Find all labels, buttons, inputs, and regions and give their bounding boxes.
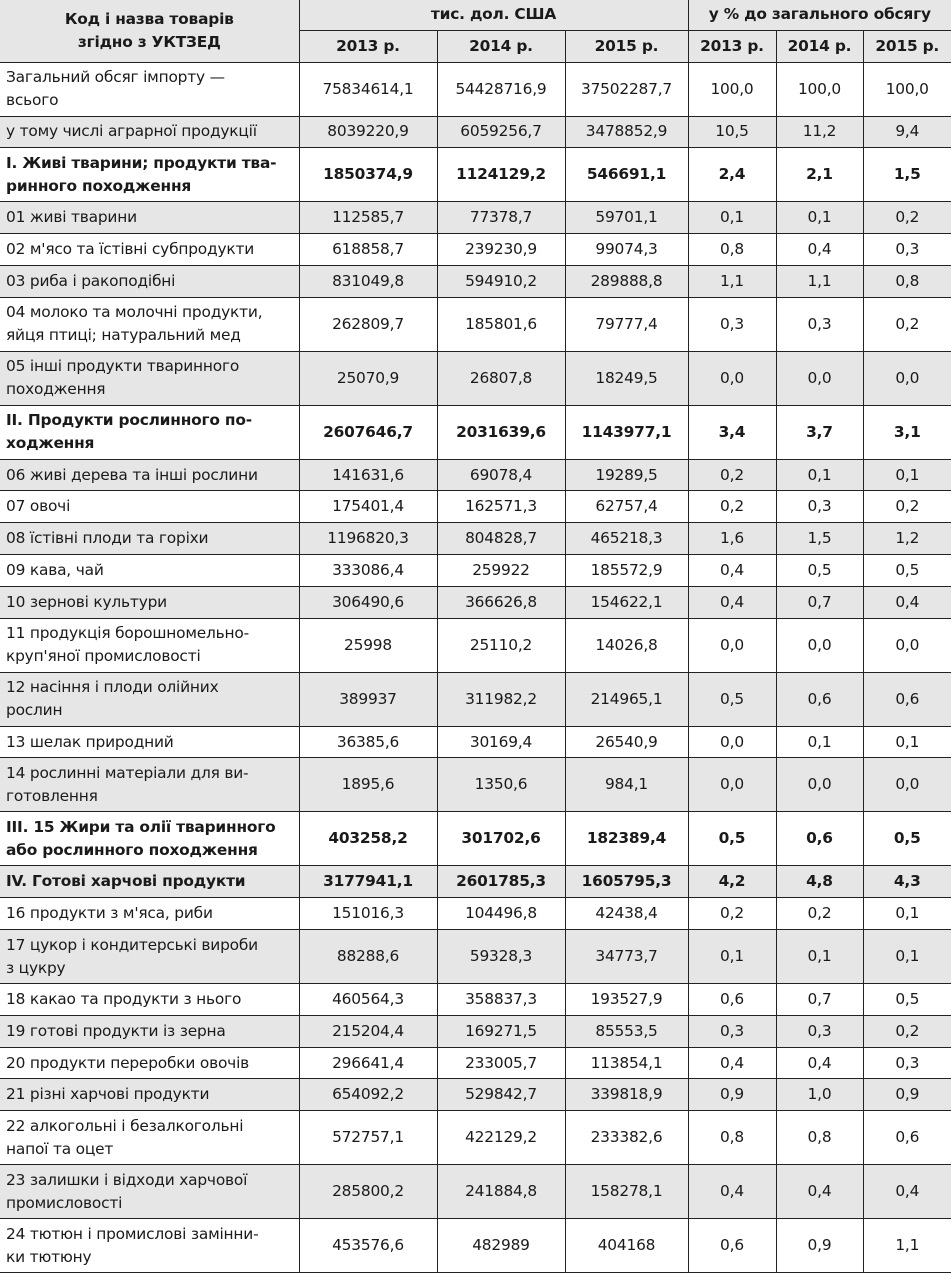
row-label-line: ринного походження bbox=[6, 176, 192, 195]
percent-cell: 0,5 bbox=[863, 812, 951, 866]
value-cell: 1895,6 bbox=[299, 758, 437, 812]
value-cell: 403258,2 bbox=[299, 812, 437, 866]
row-label bbox=[0, 202, 299, 234]
row-label bbox=[0, 1047, 299, 1079]
table-row bbox=[0, 148, 951, 202]
row-label-line: 07 овочі bbox=[6, 497, 71, 516]
row-label-line: 09 кава, чай bbox=[6, 560, 104, 579]
percent-cell: 1,5 bbox=[863, 148, 951, 202]
value-cell: 25998 bbox=[299, 618, 437, 672]
value-cell: 75834614,1 bbox=[299, 62, 437, 116]
value-cell: 30169,4 bbox=[437, 726, 565, 758]
percent-cell: 0,0 bbox=[776, 618, 863, 672]
value-cell: 2607646,7 bbox=[299, 405, 437, 459]
row-label-line: 24 тютюн і промислові замінни- bbox=[6, 1224, 259, 1243]
percent-cell: 0,8 bbox=[776, 1111, 863, 1165]
header-year-value: 2013 р. bbox=[299, 30, 437, 62]
value-cell: 358837,3 bbox=[437, 984, 565, 1016]
table-row bbox=[0, 866, 951, 898]
row-label-line: 21 різні харчові продукти bbox=[6, 1085, 210, 1104]
percent-cell: 0,9 bbox=[688, 1079, 776, 1111]
row-label bbox=[0, 1111, 299, 1165]
value-cell: 259922 bbox=[437, 555, 565, 587]
header-year-value: 2015 р. bbox=[565, 30, 688, 62]
row-label-line: 17 цукор і кондитерські вироби bbox=[6, 935, 258, 954]
value-cell: 804828,7 bbox=[437, 523, 565, 555]
value-cell: 1850374,9 bbox=[299, 148, 437, 202]
percent-cell: 0,4 bbox=[863, 586, 951, 618]
table-row bbox=[0, 1219, 951, 1273]
table-row bbox=[0, 984, 951, 1016]
row-label-line: 12 насіння і плоди олійних bbox=[6, 678, 219, 697]
percent-cell: 0,0 bbox=[863, 618, 951, 672]
row-label-line: 03 риба і ракоподібні bbox=[6, 271, 176, 290]
table-row bbox=[0, 351, 951, 405]
value-cell: 26807,8 bbox=[437, 351, 565, 405]
value-cell: 185572,9 bbox=[565, 555, 688, 587]
percent-cell: 0,4 bbox=[688, 1047, 776, 1079]
table-row bbox=[0, 758, 951, 812]
percent-cell: 0,0 bbox=[863, 351, 951, 405]
percent-cell: 0,3 bbox=[688, 297, 776, 351]
value-cell: 6059256,7 bbox=[437, 116, 565, 148]
value-cell: 831049,8 bbox=[299, 265, 437, 297]
row-label bbox=[0, 116, 299, 148]
percent-cell: 100,0 bbox=[688, 62, 776, 116]
row-label-line: у тому числі аграрної продукції bbox=[6, 122, 257, 141]
row-label-line: 08 їстівні плоди та горіхи bbox=[6, 529, 209, 548]
value-cell: 113854,1 bbox=[565, 1047, 688, 1079]
percent-cell: 1,6 bbox=[688, 523, 776, 555]
value-cell: 594910,2 bbox=[437, 265, 565, 297]
row-label-line: 19 готові продукти із зерна bbox=[6, 1021, 226, 1040]
row-label-line: напої та оцет bbox=[6, 1139, 114, 1158]
value-cell: 112585,7 bbox=[299, 202, 437, 234]
value-cell: 8039220,9 bbox=[299, 116, 437, 148]
percent-cell: 0,6 bbox=[688, 1219, 776, 1273]
value-cell: 1196820,3 bbox=[299, 523, 437, 555]
percent-cell: 3,1 bbox=[863, 405, 951, 459]
value-cell: 2031639,6 bbox=[437, 405, 565, 459]
value-cell: 241884,8 bbox=[437, 1165, 565, 1219]
table-row bbox=[0, 459, 951, 491]
percent-cell: 0,4 bbox=[776, 1165, 863, 1219]
percent-cell: 0,4 bbox=[688, 555, 776, 587]
row-label-line: 10 зернові культури bbox=[6, 592, 167, 611]
row-label-line: 22 алкогольні і безалкогольні bbox=[6, 1116, 244, 1135]
header-code-name-line: Код і назва товарів bbox=[64, 9, 234, 28]
percent-cell: 0,1 bbox=[776, 202, 863, 234]
row-label bbox=[0, 459, 299, 491]
percent-cell: 1,1 bbox=[776, 265, 863, 297]
value-cell: 25070,9 bbox=[299, 351, 437, 405]
value-cell: 654092,2 bbox=[299, 1079, 437, 1111]
header-code-name bbox=[0, 0, 299, 62]
row-label bbox=[0, 898, 299, 930]
percent-cell: 1,1 bbox=[863, 1219, 951, 1273]
value-cell: 572757,1 bbox=[299, 1111, 437, 1165]
value-cell: 215204,4 bbox=[299, 1015, 437, 1047]
percent-cell: 0,0 bbox=[776, 758, 863, 812]
row-label-line: або рослинного походження bbox=[6, 840, 258, 859]
value-cell: 389937 bbox=[299, 672, 437, 726]
percent-cell: 0,3 bbox=[776, 297, 863, 351]
value-cell: 37502287,7 bbox=[565, 62, 688, 116]
percent-cell: 0,8 bbox=[688, 234, 776, 266]
value-cell: 1350,6 bbox=[437, 758, 565, 812]
value-cell: 333086,4 bbox=[299, 555, 437, 587]
percent-cell: 100,0 bbox=[776, 62, 863, 116]
table-row bbox=[0, 523, 951, 555]
percent-cell: 0,3 bbox=[776, 491, 863, 523]
percent-cell: 0,6 bbox=[863, 1111, 951, 1165]
row-label-line: Загальний обсяг імпорту — bbox=[6, 68, 225, 86]
percent-cell: 9,4 bbox=[863, 116, 951, 148]
value-cell: 59701,1 bbox=[565, 202, 688, 234]
value-cell: 306490,6 bbox=[299, 586, 437, 618]
value-cell: 239230,9 bbox=[437, 234, 565, 266]
value-cell: 34773,7 bbox=[565, 930, 688, 984]
percent-cell: 0,7 bbox=[776, 586, 863, 618]
row-label-line: ки тютюну bbox=[6, 1247, 92, 1266]
table-row bbox=[0, 116, 951, 148]
table-row bbox=[0, 586, 951, 618]
row-label-line: II. Продукти рослинного по- bbox=[6, 411, 252, 430]
table-header bbox=[0, 0, 951, 62]
row-label bbox=[0, 405, 299, 459]
value-cell: 289888,8 bbox=[565, 265, 688, 297]
percent-cell: 0,0 bbox=[776, 351, 863, 405]
row-label-line: 16 продукти з м'яса, риби bbox=[6, 904, 213, 923]
value-cell: 529842,7 bbox=[437, 1079, 565, 1111]
row-label-line: промисловості bbox=[6, 1193, 123, 1212]
row-label-line: 11 продукція борошномельно- bbox=[6, 624, 249, 643]
row-label bbox=[0, 1079, 299, 1111]
value-cell: 54428716,9 bbox=[437, 62, 565, 116]
percent-cell: 0,3 bbox=[863, 1047, 951, 1079]
percent-cell: 3,7 bbox=[776, 405, 863, 459]
value-cell: 546691,1 bbox=[565, 148, 688, 202]
row-label bbox=[0, 62, 299, 116]
value-cell: 36385,6 bbox=[299, 726, 437, 758]
percent-cell: 0,6 bbox=[776, 812, 863, 866]
percent-cell: 0,8 bbox=[688, 1111, 776, 1165]
table-row bbox=[0, 1165, 951, 1219]
row-label-line: круп'яної промисловості bbox=[6, 647, 201, 666]
row-label bbox=[0, 1219, 299, 1273]
percent-cell: 100,0 bbox=[863, 62, 951, 116]
percent-cell: 0,5 bbox=[863, 555, 951, 587]
row-label-line: всього bbox=[6, 91, 59, 109]
percent-cell: 0,2 bbox=[688, 898, 776, 930]
value-cell: 460564,3 bbox=[299, 984, 437, 1016]
value-cell: 162571,3 bbox=[437, 491, 565, 523]
value-cell: 69078,4 bbox=[437, 459, 565, 491]
value-cell: 175401,4 bbox=[299, 491, 437, 523]
value-cell: 3478852,9 bbox=[565, 116, 688, 148]
row-label bbox=[0, 523, 299, 555]
percent-cell: 0,4 bbox=[776, 1047, 863, 1079]
row-label-line: 23 залишки і відходи харчової bbox=[6, 1170, 248, 1189]
row-label-line: III. 15 Жири та олії тваринного bbox=[6, 817, 276, 836]
row-label bbox=[0, 586, 299, 618]
percent-cell: 3,4 bbox=[688, 405, 776, 459]
percent-cell: 2,1 bbox=[776, 148, 863, 202]
value-cell: 339818,9 bbox=[565, 1079, 688, 1111]
row-label-line: з цукру bbox=[6, 958, 66, 977]
value-cell: 85553,5 bbox=[565, 1015, 688, 1047]
value-cell: 59328,3 bbox=[437, 930, 565, 984]
value-cell: 214965,1 bbox=[565, 672, 688, 726]
value-cell: 453576,6 bbox=[299, 1219, 437, 1273]
value-cell: 482989 bbox=[437, 1219, 565, 1273]
value-cell: 301702,6 bbox=[437, 812, 565, 866]
percent-cell: 0,4 bbox=[688, 1165, 776, 1219]
table-body bbox=[0, 62, 951, 1273]
percent-cell: 11,2 bbox=[776, 116, 863, 148]
value-cell: 151016,3 bbox=[299, 898, 437, 930]
header-group-values: тис. дол. США bbox=[299, 0, 688, 30]
header-year-percent: 2013 р. bbox=[688, 30, 776, 62]
percent-cell: 0,0 bbox=[688, 618, 776, 672]
value-cell: 88288,6 bbox=[299, 930, 437, 984]
value-cell: 422129,2 bbox=[437, 1111, 565, 1165]
value-cell: 62757,4 bbox=[565, 491, 688, 523]
percent-cell: 0,1 bbox=[776, 459, 863, 491]
value-cell: 193527,9 bbox=[565, 984, 688, 1016]
percent-cell: 0,2 bbox=[863, 202, 951, 234]
percent-cell: 0,8 bbox=[863, 265, 951, 297]
percent-cell: 0,4 bbox=[863, 1165, 951, 1219]
table-row bbox=[0, 555, 951, 587]
table-row bbox=[0, 618, 951, 672]
row-label bbox=[0, 491, 299, 523]
percent-cell: 0,1 bbox=[688, 202, 776, 234]
row-label bbox=[0, 758, 299, 812]
percent-cell: 10,5 bbox=[688, 116, 776, 148]
value-cell: 233005,7 bbox=[437, 1047, 565, 1079]
row-label-line: 01 живі тварини bbox=[6, 208, 137, 227]
value-cell: 14026,8 bbox=[565, 618, 688, 672]
table-row bbox=[0, 491, 951, 523]
row-label bbox=[0, 234, 299, 266]
percent-cell: 0,1 bbox=[776, 930, 863, 984]
row-label-line: рослин bbox=[6, 701, 63, 720]
table-row bbox=[0, 62, 951, 116]
percent-cell: 0,1 bbox=[863, 898, 951, 930]
percent-cell: 0,6 bbox=[863, 672, 951, 726]
row-label-line: ходження bbox=[6, 434, 95, 453]
percent-cell: 0,1 bbox=[863, 726, 951, 758]
row-label-line: 14 рослинні матеріали для ви- bbox=[6, 763, 249, 782]
table-row bbox=[0, 1079, 951, 1111]
row-label bbox=[0, 148, 299, 202]
value-cell: 1605795,3 bbox=[565, 866, 688, 898]
value-cell: 158278,1 bbox=[565, 1165, 688, 1219]
row-label-line: IV. Готові харчові продукти bbox=[6, 872, 246, 891]
value-cell: 42438,4 bbox=[565, 898, 688, 930]
value-cell: 262809,7 bbox=[299, 297, 437, 351]
row-label bbox=[0, 812, 299, 866]
table-row bbox=[0, 672, 951, 726]
row-label-line: 02 м'ясо та їстівні субпродукти bbox=[6, 239, 255, 258]
table-row bbox=[0, 202, 951, 234]
row-label-line: яйця птиці; натуральний мед bbox=[6, 326, 241, 345]
value-cell: 1124129,2 bbox=[437, 148, 565, 202]
row-label-line: 13 шелак природний bbox=[6, 732, 174, 751]
row-label bbox=[0, 1165, 299, 1219]
percent-cell: 0,2 bbox=[863, 1015, 951, 1047]
row-label bbox=[0, 726, 299, 758]
row-label-line: 05 інші продукти тваринного bbox=[6, 357, 240, 376]
header-group-percent: у % до загального обсягу bbox=[688, 0, 951, 30]
percent-cell: 0,1 bbox=[776, 726, 863, 758]
header-year-percent: 2014 р. bbox=[776, 30, 863, 62]
value-cell: 311982,2 bbox=[437, 672, 565, 726]
value-cell: 141631,6 bbox=[299, 459, 437, 491]
header-code-name-line: згідно з УКТЗЕД bbox=[77, 32, 221, 51]
table-row bbox=[0, 726, 951, 758]
table-row bbox=[0, 1047, 951, 1079]
value-cell: 99074,3 bbox=[565, 234, 688, 266]
percent-cell: 0,0 bbox=[688, 726, 776, 758]
value-cell: 285800,2 bbox=[299, 1165, 437, 1219]
percent-cell: 4,3 bbox=[863, 866, 951, 898]
table-row bbox=[0, 1111, 951, 1165]
percent-cell: 0,2 bbox=[688, 459, 776, 491]
value-cell: 366626,8 bbox=[437, 586, 565, 618]
value-cell: 19289,5 bbox=[565, 459, 688, 491]
value-cell: 984,1 bbox=[565, 758, 688, 812]
value-cell: 1143977,1 bbox=[565, 405, 688, 459]
row-label-line: 20 продукти переробки овочів bbox=[6, 1053, 250, 1072]
percent-cell: 0,5 bbox=[776, 555, 863, 587]
percent-cell: 1,1 bbox=[688, 265, 776, 297]
percent-cell: 0,5 bbox=[688, 672, 776, 726]
percent-cell: 4,8 bbox=[776, 866, 863, 898]
percent-cell: 0,6 bbox=[688, 984, 776, 1016]
table-row bbox=[0, 265, 951, 297]
table-row bbox=[0, 898, 951, 930]
percent-cell: 0,2 bbox=[688, 491, 776, 523]
header-year-percent: 2015 р. bbox=[863, 30, 951, 62]
row-label bbox=[0, 265, 299, 297]
row-label-line: 04 молоко та молочні продукти, bbox=[6, 303, 263, 322]
row-label bbox=[0, 297, 299, 351]
header-year-value: 2014 р. bbox=[437, 30, 565, 62]
value-cell: 26540,9 bbox=[565, 726, 688, 758]
table-row bbox=[0, 405, 951, 459]
value-cell: 79777,4 bbox=[565, 297, 688, 351]
value-cell: 18249,5 bbox=[565, 351, 688, 405]
percent-cell: 0,1 bbox=[863, 459, 951, 491]
value-cell: 185801,6 bbox=[437, 297, 565, 351]
table-row bbox=[0, 1015, 951, 1047]
percent-cell: 0,2 bbox=[863, 491, 951, 523]
value-cell: 296641,4 bbox=[299, 1047, 437, 1079]
percent-cell: 0,4 bbox=[688, 586, 776, 618]
percent-cell: 1,2 bbox=[863, 523, 951, 555]
percent-cell: 0,1 bbox=[863, 930, 951, 984]
table-row bbox=[0, 930, 951, 984]
percent-cell: 0,0 bbox=[863, 758, 951, 812]
table-row bbox=[0, 234, 951, 266]
percent-cell: 0,5 bbox=[688, 812, 776, 866]
percent-cell: 0,4 bbox=[776, 234, 863, 266]
row-label bbox=[0, 555, 299, 587]
percent-cell: 1,0 bbox=[776, 1079, 863, 1111]
row-label-line: I. Живі тварини; продукти тва- bbox=[6, 153, 277, 172]
percent-cell: 0,3 bbox=[776, 1015, 863, 1047]
row-label bbox=[0, 618, 299, 672]
row-label bbox=[0, 351, 299, 405]
row-label-line: 06 живі дерева та інші рослини bbox=[6, 465, 258, 484]
value-cell: 618858,7 bbox=[299, 234, 437, 266]
percent-cell: 0,0 bbox=[688, 758, 776, 812]
row-label-line: готовлення bbox=[6, 786, 98, 805]
row-label bbox=[0, 930, 299, 984]
value-cell: 3177941,1 bbox=[299, 866, 437, 898]
percent-cell: 0,5 bbox=[863, 984, 951, 1016]
row-label-line: 18 какао та продукти з нього bbox=[6, 989, 242, 1008]
percent-cell: 0,6 bbox=[776, 672, 863, 726]
percent-cell: 0,2 bbox=[863, 297, 951, 351]
value-cell: 154622,1 bbox=[565, 586, 688, 618]
percent-cell: 0,9 bbox=[776, 1219, 863, 1273]
percent-cell: 4,2 bbox=[688, 866, 776, 898]
table-row bbox=[0, 297, 951, 351]
percent-cell: 0,3 bbox=[688, 1015, 776, 1047]
percent-cell: 0,0 bbox=[688, 351, 776, 405]
row-label-line: походження bbox=[6, 380, 106, 399]
value-cell: 169271,5 bbox=[437, 1015, 565, 1047]
value-cell: 404168 bbox=[565, 1219, 688, 1273]
value-cell: 25110,2 bbox=[437, 618, 565, 672]
row-label bbox=[0, 866, 299, 898]
row-label bbox=[0, 672, 299, 726]
percent-cell: 1,5 bbox=[776, 523, 863, 555]
percent-cell: 0,3 bbox=[863, 234, 951, 266]
value-cell: 233382,6 bbox=[565, 1111, 688, 1165]
percent-cell: 0,9 bbox=[863, 1079, 951, 1111]
percent-cell: 0,2 bbox=[776, 898, 863, 930]
value-cell: 104496,8 bbox=[437, 898, 565, 930]
value-cell: 465218,3 bbox=[565, 523, 688, 555]
percent-cell: 0,1 bbox=[688, 930, 776, 984]
value-cell: 77378,7 bbox=[437, 202, 565, 234]
value-cell: 182389,4 bbox=[565, 812, 688, 866]
row-label bbox=[0, 1015, 299, 1047]
row-label bbox=[0, 984, 299, 1016]
value-cell: 2601785,3 bbox=[437, 866, 565, 898]
table-row bbox=[0, 812, 951, 866]
percent-cell: 2,4 bbox=[688, 148, 776, 202]
percent-cell: 0,7 bbox=[776, 984, 863, 1016]
